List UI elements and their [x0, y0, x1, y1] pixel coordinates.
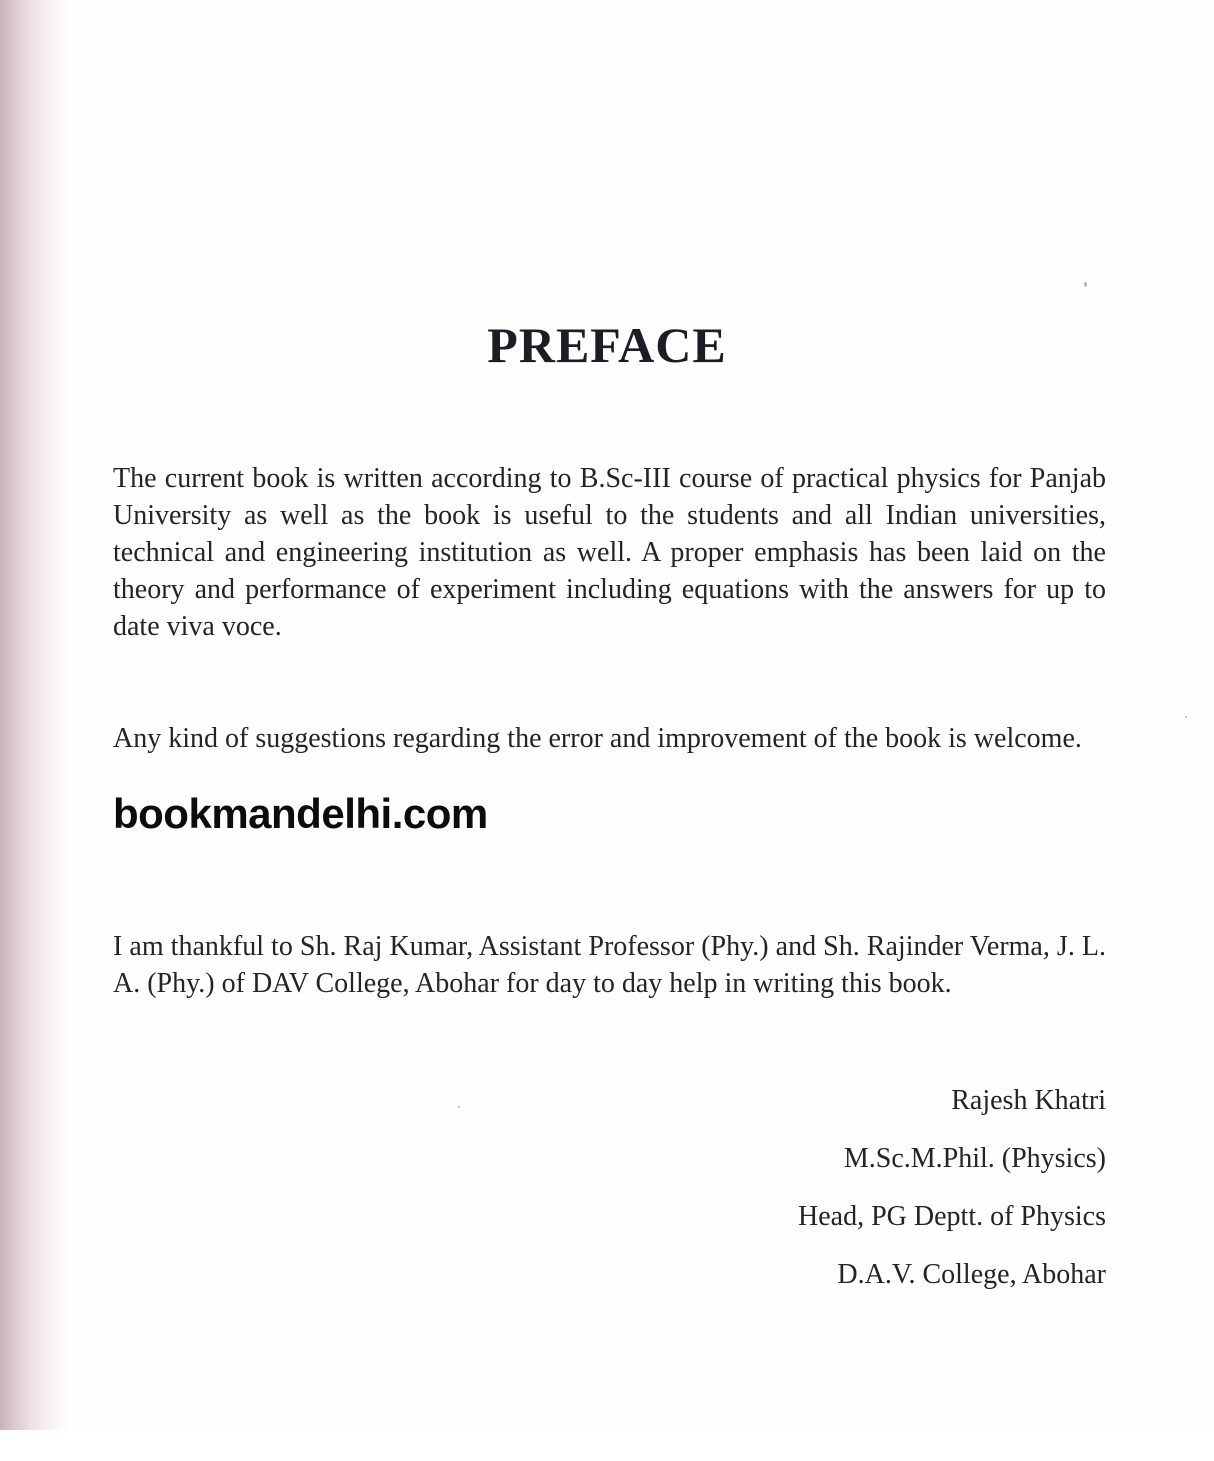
author-qualification: M.Sc.M.Phil. (Physics) [843, 1143, 1106, 1174]
scan-speck [458, 1106, 460, 1108]
scan-bottom-margin [0, 1430, 1214, 1461]
binding-shadow [0, 0, 70, 1430]
watermark-text: bookmandelhi.com [113, 790, 488, 837]
signature-block [798, 1082, 1106, 1314]
author-position: Head, PG Deptt. of Physics [798, 1201, 1106, 1232]
scan-speck [1185, 716, 1187, 718]
scan-speck [1084, 282, 1087, 287]
author-name: Rajesh Khatri [951, 1085, 1106, 1116]
preface-paragraph-acknowledgement: I am thankful to Sh. Raj Kumar, Assistant Professor (Phy.) and Sh. Rajinder Verma, J. L. A. (Phy.) of DAV College, Abohar for day to day help in writing this book. [113, 931, 1106, 999]
author-institution: D.A.V. College, Abohar [837, 1259, 1106, 1290]
page-title: PREFACE [487, 317, 727, 373]
preface-paragraph-suggestions: Any kind of suggestions regarding the error and improvement of the book is welcome. [113, 723, 1082, 754]
preface-paragraph-intro: The current book is written according to B.Sc-III course of practical physics for Panjab University as well as the book is useful to the students and all Indian universities, technical and engineering institution as well. A proper emphasis has been laid on the theory and performance of experiment including equations with the answers for up to date viva voce. [113, 463, 1106, 642]
